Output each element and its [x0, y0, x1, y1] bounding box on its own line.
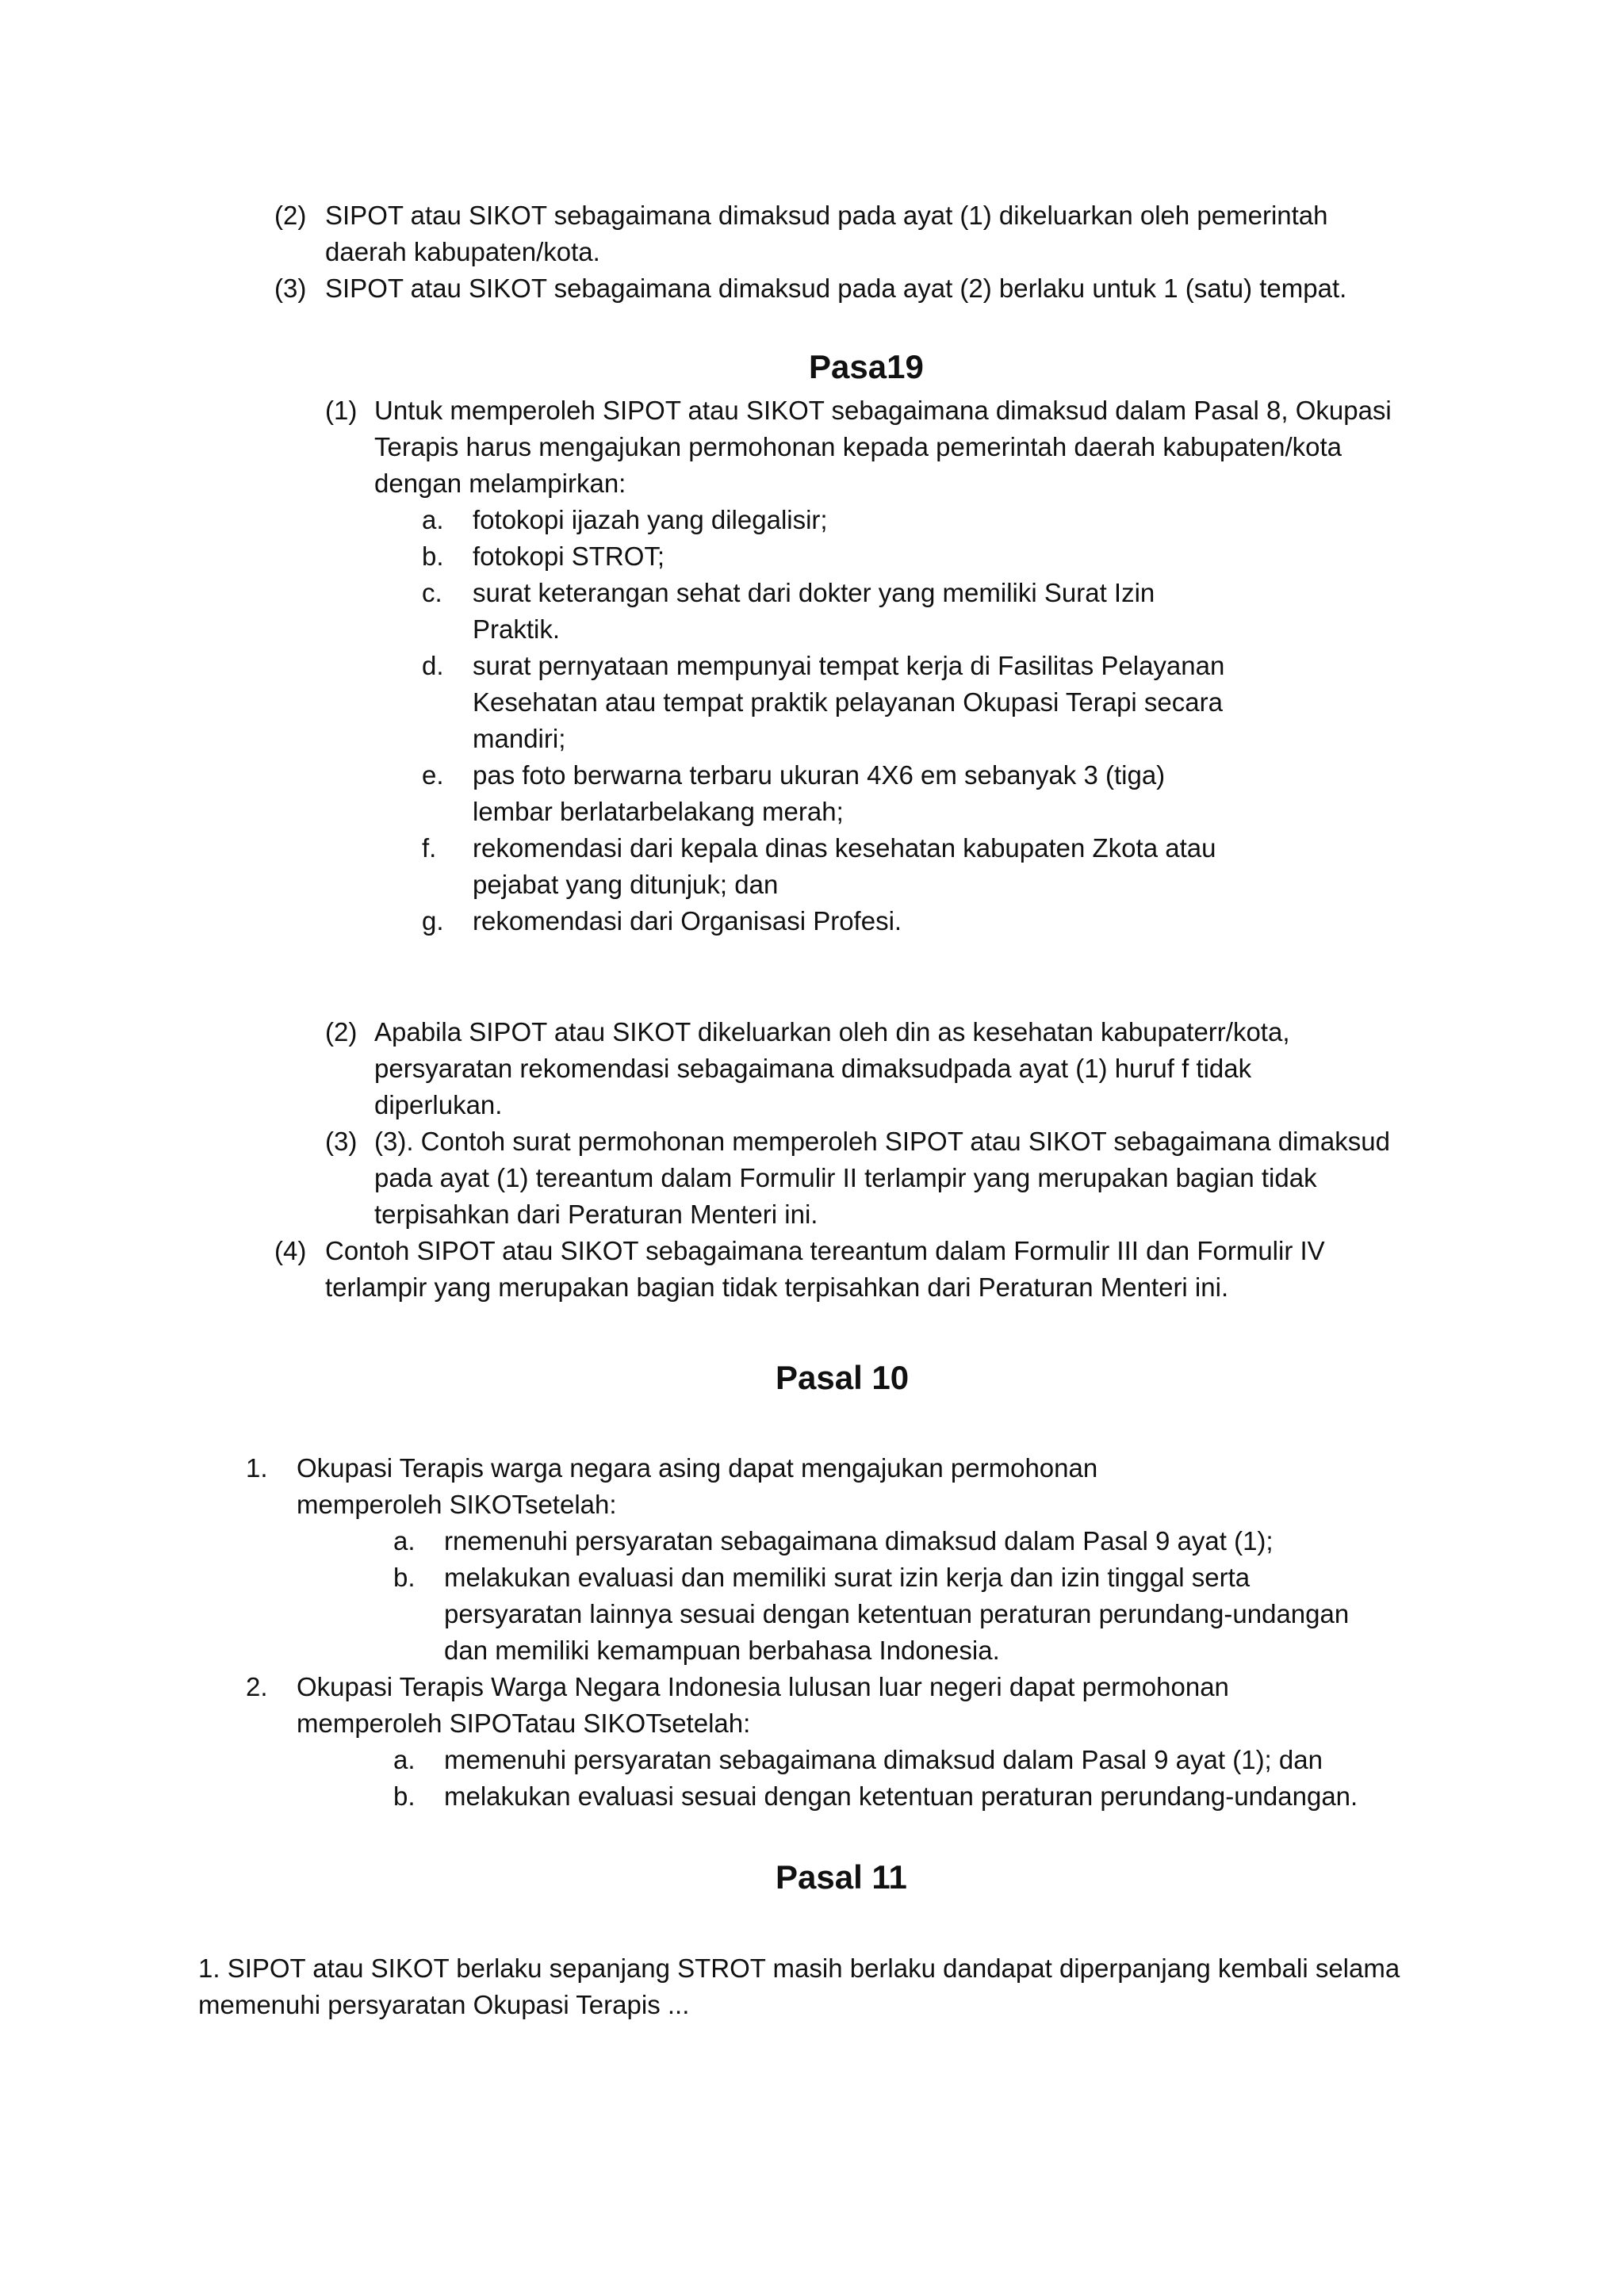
sub-item-letter: b. [393, 1563, 416, 1592]
sub-item-letter: b. [393, 1781, 416, 1811]
text-line: daerah kabupaten/kota. [325, 237, 600, 266]
sub-item-letter: c. [422, 578, 442, 607]
sub-item-letter: a. [393, 1745, 416, 1774]
text-line: pada ayat (1) tereantum dalam Formulir II terlampir yang merupakan bagian tidak [374, 1163, 1317, 1192]
text-line: memperoleh SIKOTsetelah: [297, 1490, 617, 1519]
text-line: rnemenuhi persyaratan sebagaimana dimaksud dalam Pasal 9 ayat (1); [444, 1526, 1274, 1556]
text-line: 1. SIPOT atau SIKOT berlaku sepanjang STROT masih berlaku dandapat diperpanjang kembali selama [198, 1954, 1400, 1983]
item-number: (3) [274, 274, 307, 303]
text-line: Apabila SIPOT atau SIKOT dikeluarkan oleh din as kesehatan kabupaterr/kota, [374, 1017, 1290, 1047]
text-line: melakukan evaluasi sesuai dengan ketentuan peraturan perundang-undangan. [444, 1781, 1358, 1811]
text-line: Contoh SIPOT atau SIKOT sebagaimana tereantum dalam Formulir III dan Formulir IV [325, 1236, 1325, 1265]
text-line: Praktik. [473, 614, 561, 644]
text-line: terlampir yang merupakan bagian tidak terpisahkan dari Peraturan Menteri ini. [325, 1272, 1229, 1302]
text-line: memperoleh SIPOTatau SIKOTsetelah: [297, 1709, 751, 1738]
sub-item-letter: f. [422, 833, 437, 863]
text-line: fotokopi ijazah yang dilegalisir; [473, 505, 828, 534]
text-line: memenuhi persyaratan sebagaimana dimaksud dalam Pasal 9 ayat (1); dan [444, 1745, 1323, 1774]
text-line: memenuhi persyaratan Okupasi Terapis ... [198, 1990, 690, 2019]
text-line: pejabat yang ditunjuk; dan [473, 870, 779, 899]
sub-item-letter: a. [393, 1526, 416, 1556]
text-line: dan memiliki kemampuan berbahasa Indonesia. [444, 1636, 1000, 1665]
text-line: surat keterangan sehat dari dokter yang memiliki Surat Izin [473, 578, 1155, 607]
text-line: fotokopi STROT; [473, 541, 665, 571]
item-number: (1) [325, 396, 358, 425]
text-line: Okupasi Terapis Warga Negara Indonesia lulusan luar negeri dapat permohonan [297, 1672, 1229, 1701]
section-heading: Pasa19 [809, 348, 924, 385]
text-line: lembar berlatarbelakang merah; [473, 797, 844, 826]
text-line: Okupasi Terapis warga negara asing dapat mengajukan permohonan [297, 1453, 1098, 1483]
item-number: (3) [325, 1127, 358, 1156]
text-line: terpisahkan dari Peraturan Menteri ini. [374, 1200, 818, 1229]
item-number: (2) [325, 1017, 358, 1047]
text-line: pas foto berwarna terbaru ukuran 4X6 em sebanyak 3 (tiga) [473, 760, 1166, 790]
text-line: rekomendasi dari kepala dinas kesehatan kabupaten Zkota atau [473, 833, 1216, 863]
text-line: mandiri; [473, 724, 566, 753]
text-line: Untuk memperoleh SIPOT atau SIKOT sebagaimana dimaksud dalam Pasal 8, Okupasi [374, 396, 1392, 425]
section-heading: Pasal 10 [776, 1359, 910, 1396]
text-line: Terapis harus mengajukan permohonan kepada pemerintah daerah kabupaten/kota [374, 432, 1342, 461]
sub-item-letter: g. [422, 906, 444, 936]
sub-item-letter: a. [422, 505, 444, 534]
text-line: SIPOT atau SIKOT sebagaimana dimaksud pada ayat (1) dikeluarkan oleh pemerintah [325, 201, 1328, 230]
text-line: rekomendasi dari Organisasi Profesi. [473, 906, 902, 936]
text-line: melakukan evaluasi dan memiliki surat izin kerja dan izin tinggal serta [444, 1563, 1251, 1592]
section-heading: Pasal 11 [776, 1858, 907, 1896]
sub-item-letter: e. [422, 760, 444, 790]
item-number: 1. [246, 1453, 268, 1483]
text-line: (3). Contoh surat permohonan memperoleh SIPOT atau SIKOT sebagaimana dimaksud [374, 1127, 1390, 1156]
item-number: (2) [274, 201, 307, 230]
text-line: SIPOT atau SIKOT sebagaimana dimaksud pada ayat (2) berlaku untuk 1 (satu) tempat. [325, 274, 1347, 303]
item-number: (4) [274, 1236, 307, 1265]
text-line: persyaratan rekomendasi sebagaimana dimaksudpada ayat (1) huruf f tidak [374, 1054, 1252, 1083]
sub-item-letter: d. [422, 651, 444, 680]
text-line: dengan melampirkan: [374, 469, 626, 498]
sub-item-letter: b. [422, 541, 444, 571]
text-line: persyaratan lainnya sesuai dengan ketentuan peraturan perundang-undangan [444, 1599, 1350, 1628]
item-number: 2. [246, 1672, 268, 1701]
text-line: surat pernyataan mempunyai tempat kerja di Fasilitas Pelayanan [473, 651, 1225, 680]
text-line: diperlukan. [374, 1090, 503, 1119]
text-line: Kesehatan atau tempat praktik pelayanan Okupasi Terapi secara [473, 687, 1223, 717]
